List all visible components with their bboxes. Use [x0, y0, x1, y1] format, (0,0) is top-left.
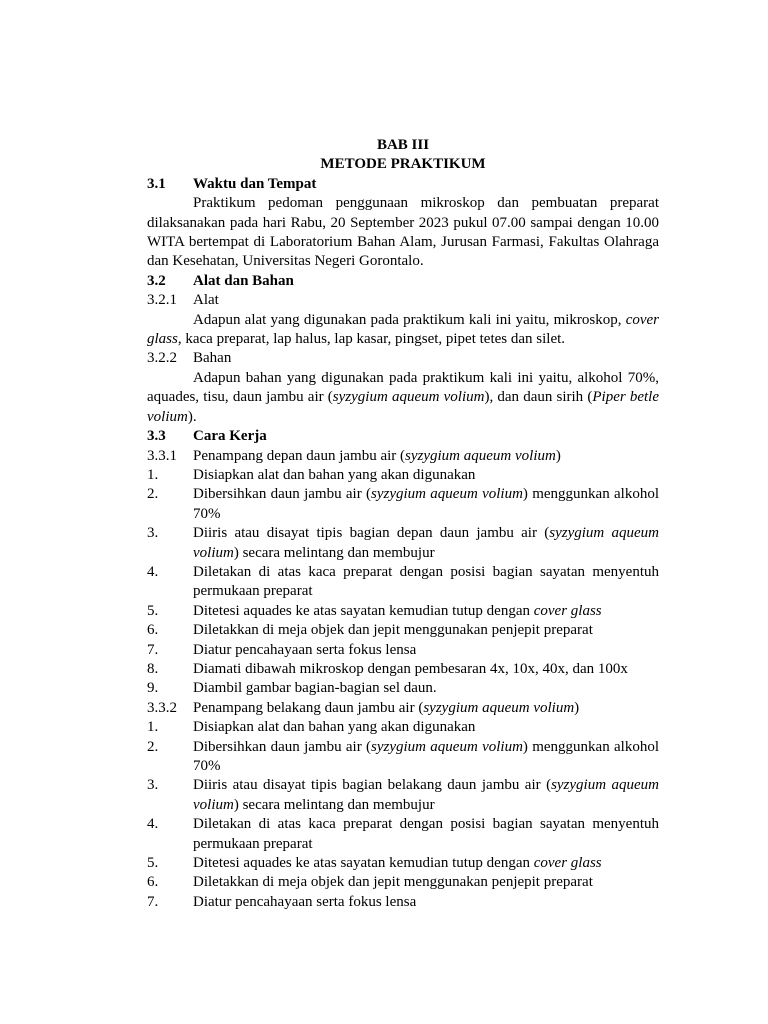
text-run: ) menggunkan alkohol 70% [193, 486, 659, 522]
list-item-text [193, 641, 659, 660]
list-item-number: 9. [147, 680, 159, 697]
list-item [147, 602, 659, 621]
subsection-3-2-1-heading [147, 291, 659, 310]
procedure-list-back [147, 718, 659, 912]
text-run: ) secara melintang dan membujur [233, 796, 435, 813]
chapter-title: METODE PRAKTIKUM [320, 156, 486, 173]
text-run: Diletakkan di meja objek dan jepit menggunakan penjepit preparat [193, 622, 593, 639]
section-title: Waktu dan Tempat [193, 175, 317, 192]
italic-term: cover glass [147, 311, 659, 348]
text-run: Diletakan di atas kaca preparat dengan posisi bagian sayatan menyentuh permukaan preparat [193, 816, 659, 852]
list-item-number: 2. [147, 738, 159, 755]
title-text: ) [555, 447, 561, 464]
list-item-number: 5. [147, 855, 159, 872]
text-run: ) secara melintang dan membujur [233, 544, 435, 561]
subsection-title [193, 447, 561, 466]
list-item-text [193, 621, 659, 640]
paragraph-text: Adapun alat yang digunakan pada praktikum kali ini yaitu, mikroskop, [193, 311, 622, 328]
list-item-text [193, 776, 659, 815]
text-run: Dibersihkan daun jambu air ( [193, 486, 371, 503]
list-item [147, 524, 659, 563]
list-item [147, 641, 659, 660]
list-item-number: 3. [147, 525, 159, 542]
list-item [147, 776, 659, 815]
list-item-text [193, 738, 659, 777]
list-item-number: 7. [147, 641, 159, 658]
list-item [147, 815, 659, 854]
italic-term: Piper betle volium [147, 389, 660, 425]
list-item-text [193, 854, 659, 873]
list-item-text [193, 893, 659, 912]
subsection-3-3-1-heading [147, 447, 659, 466]
list-item [147, 679, 659, 698]
paragraph-text: ). [187, 408, 197, 425]
list-item [147, 485, 659, 524]
list-item-text [193, 485, 659, 524]
list-item-text [193, 815, 659, 854]
list-item [147, 621, 659, 640]
title-text: Penampang belakang daun jambu air ( [193, 699, 424, 716]
text-run: Diatur pencahayaan serta fokus lensa [193, 641, 417, 658]
italic-term: syzygium aqueum volium [405, 447, 556, 464]
list-item-number: 6. [147, 622, 159, 639]
text-run: ) menggunkan alkohol 70% [193, 738, 659, 774]
list-item-text [193, 679, 659, 698]
list-item-number: 6. [147, 874, 159, 891]
section-3-2-heading [147, 272, 659, 291]
italic-term: cover glass [533, 855, 602, 872]
paragraph-text: , kaca preparat, lap halus, lap kasar, pingset, pipet tetes dan silet. [177, 331, 566, 348]
list-item [147, 873, 659, 892]
list-item-number: 3. [147, 777, 159, 794]
italic-term: syzygium aqueum volium [423, 699, 575, 716]
text-run: Dibersihkan daun jambu air ( [193, 738, 371, 755]
subsection-3-3-2-heading [147, 699, 659, 718]
text-run: Ditetesi aquades ke atas sayatan kemudian tutup dengan [193, 602, 534, 619]
subsection-title [193, 699, 579, 718]
italic-term: syzygium aqueum volium [332, 389, 485, 406]
text-run: Diletakkan di meja objek dan jepit menggunakan penjepit preparat [193, 874, 593, 891]
section-3-3-heading [147, 427, 659, 446]
italic-term: syzygium aqueum volium [193, 525, 659, 561]
section-3-1-heading [147, 175, 659, 194]
procedure-list-front [147, 466, 659, 699]
section-number: 3.1 [147, 175, 166, 192]
list-item-text [193, 873, 659, 892]
italic-term: cover glass [533, 602, 602, 619]
text-run: Diatur pencahayaan serta fokus lensa [193, 893, 417, 910]
text-run: Diambil gambar bagian-bagian sel daun. [193, 680, 437, 697]
list-item-text [193, 563, 659, 602]
text-run: Diiris atau disayat tipis bagian belakang daun jambu air ( [193, 777, 552, 794]
section-3-1-paragraph: Praktikum pedoman penggunaan mikroskop dan pembuatan preparat dilaksanakan pada hari Rabu, 20 September 2023 pukul 07.00 sampai dengan 10.00 WITA bertempat di Laboratorium Bahan Alam, Jurusan Farmasi, Fakultas Olahraga dan Kesehatan, Universitas Negeri Gorontalo. [147, 195, 659, 270]
list-item [147, 854, 659, 873]
text-run: Diiris atau disayat tipis bagian depan daun jambu air ( [193, 525, 550, 542]
subsection-number: 3.3.2 [147, 699, 177, 716]
text-run: Disiapkan alat dan bahan yang akan digunakan [193, 719, 476, 736]
list-item [147, 660, 659, 679]
list-item-text [193, 524, 659, 563]
list-item-number: 7. [147, 893, 159, 910]
subsection-3-2-2-heading [147, 349, 659, 368]
section-number: 3.3 [147, 428, 166, 445]
list-item-text [193, 718, 659, 737]
list-item [147, 893, 659, 912]
list-item-number: 5. [147, 602, 159, 619]
list-item [147, 563, 659, 602]
list-item [147, 718, 659, 737]
italic-term: syzygium aqueum volium [371, 738, 523, 755]
italic-term: syzygium aqueum volium [371, 486, 523, 503]
subsection-number: 3.2.2 [147, 350, 177, 367]
subsection-3-2-1-paragraph [147, 311, 659, 350]
section-number: 3.2 [147, 272, 166, 289]
list-item-number: 4. [147, 563, 159, 580]
subsection-3-2-2-paragraph [147, 369, 659, 427]
list-item-number: 2. [147, 486, 159, 503]
paragraph-text: ), dan daun sirih ( [484, 389, 593, 406]
list-item-text [193, 466, 659, 485]
chapter-number: BAB III [376, 137, 430, 153]
list-item-number: 4. [147, 816, 159, 833]
text-run: Diletakan di atas kaca preparat dengan posisi bagian sayatan menyentuh permukaan preparat [193, 563, 659, 600]
document-page [147, 136, 659, 912]
list-item-number: 1. [147, 466, 159, 483]
title-text: Penampang depan daun jambu air ( [193, 447, 406, 464]
list-item [147, 466, 659, 485]
text-run: Diamati dibawah mikroskop dengan pembesaran 4x, 10x, 40x, dan 100x [193, 660, 628, 677]
list-item [147, 738, 659, 777]
paragraph-text: Adapun bahan yang digunakan pada praktikum kali ini yaitu, alkohol 70%, aquades, tisu, daun jambu air ( [147, 369, 659, 406]
list-item-text [193, 660, 659, 679]
section-title: Cara Kerja [193, 428, 267, 445]
title-text: ) [574, 699, 580, 716]
text-run: Ditetesi aquades ke atas sayatan kemudian tutup dengan [193, 855, 534, 872]
section-title: Alat dan Bahan [193, 272, 294, 289]
subsection-number: 3.2.1 [147, 292, 177, 309]
italic-term: syzygium aqueum volium [193, 777, 659, 813]
text-run: Disiapkan alat dan bahan yang akan digunakan [193, 466, 476, 483]
list-item-text [193, 602, 659, 621]
subsection-title: Alat [193, 292, 219, 309]
list-item-number: 8. [147, 660, 159, 677]
subsection-number: 3.3.1 [147, 447, 177, 464]
subsection-title: Bahan [193, 350, 232, 367]
list-item-number: 1. [147, 719, 159, 736]
